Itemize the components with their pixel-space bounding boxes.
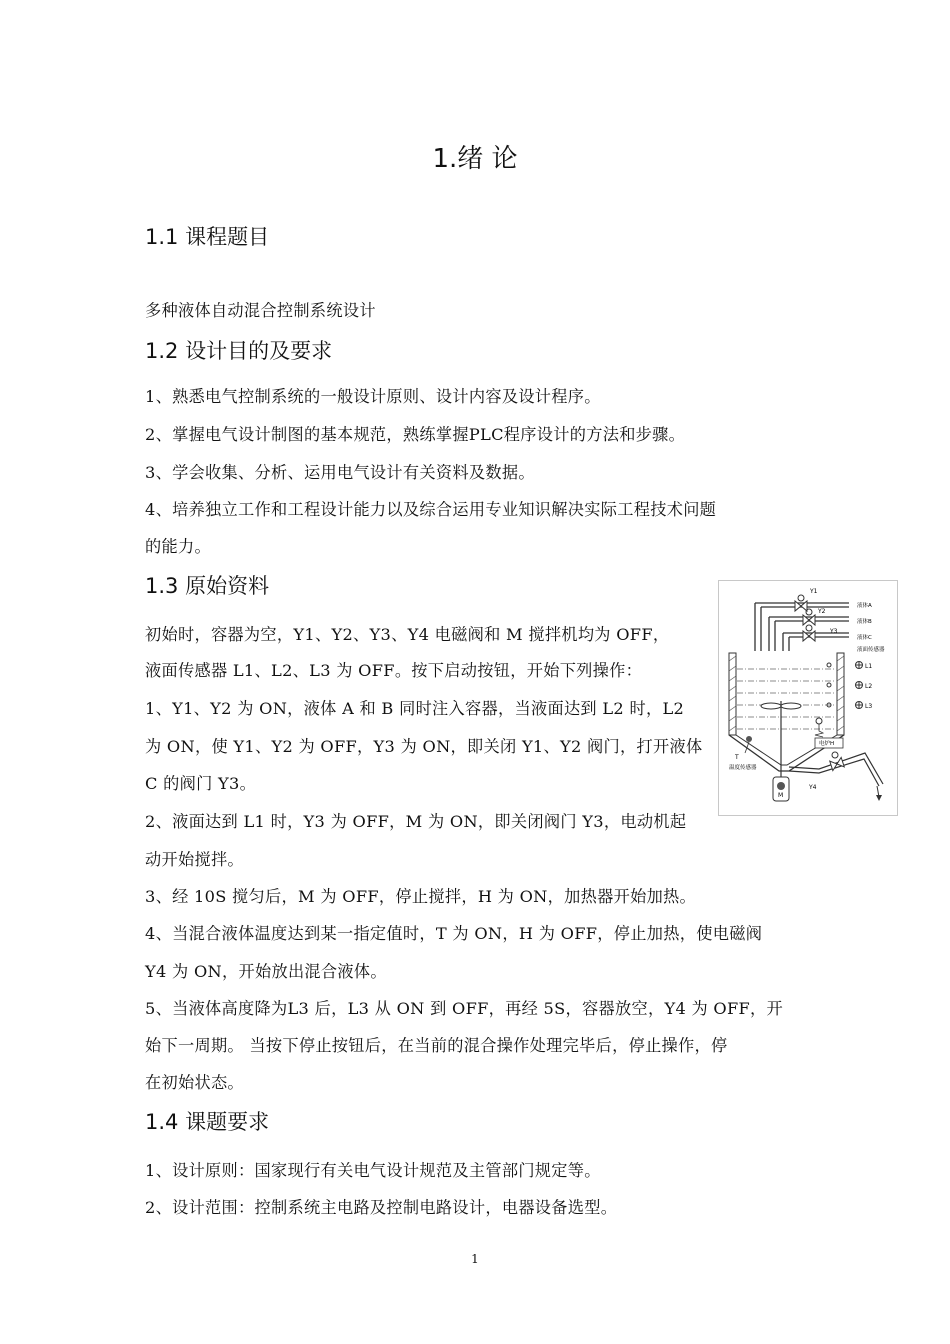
paragraph: 为 ON，使 Y1、Y2 为 OFF，Y3 为 ON，即关闭 Y1、Y2 阀门，打开液体 xyxy=(145,737,703,756)
level-l2-label: L2 xyxy=(865,683,873,690)
paragraph: 1、Y1、Y2 为 ON，液体 A 和 B 同时注入容器，当液面达到 L2 时，L2 xyxy=(145,699,685,718)
paragraph: Y4 为 ON，开始放出混合液体。 xyxy=(145,962,387,981)
paragraph: 的能力。 xyxy=(145,537,211,556)
motor-icon xyxy=(777,782,785,790)
level-sensor-title: 液面传感器 xyxy=(857,647,885,653)
level-l3-label: L3 xyxy=(865,703,873,710)
paragraph: 初始时，容器为空，Y1、Y2、Y3、Y4 电磁阀和 M 搅拌机均为 OFF， xyxy=(145,625,670,644)
level-l1-label: L1 xyxy=(865,663,873,670)
valve-y4-label: Y4 xyxy=(809,784,817,791)
temperature-sensor xyxy=(729,736,757,771)
paragraph: 1、设计原则：国家现行有关电气设计规范及主管部门规定等。 xyxy=(145,1161,601,1180)
paragraph: 1、熟悉电气控制系统的一般设计原则、设计内容及设计程序。 xyxy=(145,387,601,406)
mixer xyxy=(761,701,801,801)
paragraph: 2、液面达到 L1 时，Y3 为 OFF，M 为 ON，即关闭阀门 Y3，电动机起 xyxy=(145,812,687,831)
paragraph: 4、培养独立工作和工程设计能力以及综合运用专业知识解决实际工程技术问题 xyxy=(145,500,717,519)
mixing-tank-diagram xyxy=(718,580,898,816)
valve-y3-label: Y3 xyxy=(830,628,838,635)
section-title-1-3: 1.3 原始资料 xyxy=(145,574,270,598)
paragraph: 2、掌握电气设计制图的基本规范，熟练掌握PLC程序设计的方法和步骤。 xyxy=(145,425,686,444)
valve-y1-label: Y1 xyxy=(810,588,818,595)
paragraph: 液面传感器 L1、L2、L3 为 OFF。按下启动按钮，开始下列操作： xyxy=(145,661,643,680)
paragraph: 3、经 10S 搅匀后，M 为 OFF，停止搅拌，H 为 ON，加热器开始加热。 xyxy=(145,887,697,906)
liquid-lines xyxy=(737,669,836,729)
section-title-1-1: 1.1 课程题目 xyxy=(145,225,270,249)
paragraph: 多种液体自动混合控制系统设计 xyxy=(145,301,376,320)
inlet-pipes xyxy=(755,603,849,651)
paragraph: 动开始搅拌。 xyxy=(145,850,244,869)
valve-y2-label: Y2 xyxy=(818,608,826,615)
paragraph: 2、设计范围：控制系统主电路及控制电路设计，电器设备选型。 xyxy=(145,1198,618,1217)
paragraph: 3、学会收集、分析、运用电气设计有关资料及数据。 xyxy=(145,463,535,482)
diagram-svg xyxy=(719,581,897,815)
motor-label: M xyxy=(778,792,784,799)
paragraph: 4、当混合液体温度达到某一指定值时，T 为 ON，H 为 OFF，停止加热，使电磁阀 xyxy=(145,924,763,943)
temp-sensor-label: 温度传感器 xyxy=(729,765,757,771)
chapter-title: 1.绪 论 xyxy=(432,144,518,174)
temp-t-label: T xyxy=(735,754,739,761)
liquid-b-label: 液体B xyxy=(857,619,872,625)
section-title-1-4: 1.4 课题要求 xyxy=(145,1110,270,1134)
paragraph: 5、当液体高度降为L3 后，L3 从 ON 到 OFF，再经 5S，容器放空，Y4 为 OFF，开 xyxy=(145,999,784,1018)
page-number: 1 xyxy=(471,1252,479,1266)
liquid-a-label: 液体A xyxy=(857,603,872,609)
valve-y4 xyxy=(789,752,883,801)
heater-label: 电炉H xyxy=(819,741,835,747)
paragraph: C 的阀门 Y3。 xyxy=(145,774,257,793)
level-sensors xyxy=(827,662,863,709)
tank-walls xyxy=(729,653,844,771)
paragraph: 在初始状态。 xyxy=(145,1073,244,1092)
paragraph: 始下一周期。 当按下停止按钮后，在当前的混合操作处理完毕后，停止操作，停 xyxy=(145,1036,728,1055)
section-title-1-2: 1.2 设计目的及要求 xyxy=(145,339,333,363)
liquid-c-label: 液体C xyxy=(857,635,872,641)
